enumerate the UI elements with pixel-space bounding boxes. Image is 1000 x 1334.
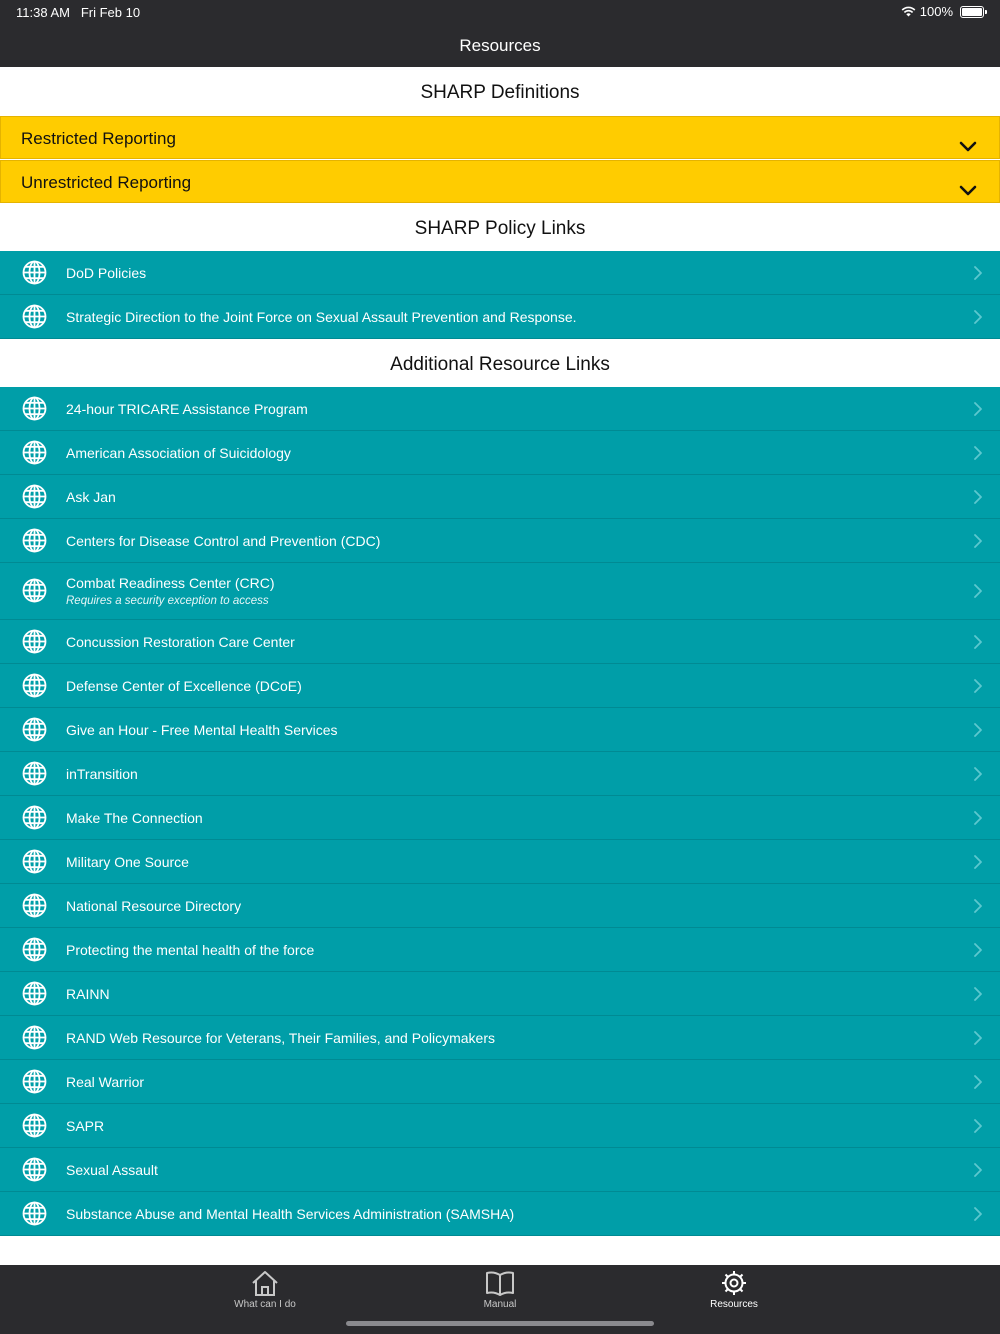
chevron-right-icon xyxy=(974,767,982,781)
chevron-down-icon[interactable] xyxy=(959,173,977,191)
resource-link-label: Strategic Direction to the Joint Force on Sexual Assault Prevention and Response. xyxy=(66,309,577,325)
chevron-right-icon xyxy=(974,723,982,737)
chevron-right-icon xyxy=(974,855,982,869)
tab-resources[interactable] xyxy=(674,1269,794,1310)
resource-link-label: RAND Web Resource for Veterans, Their Families, and Policymakers xyxy=(66,1030,495,1046)
resource-link-row[interactable] xyxy=(0,475,1000,519)
chevron-right-icon xyxy=(974,266,982,280)
status-right xyxy=(901,4,984,19)
resource-link-label: Combat Readiness Center (CRC) xyxy=(66,575,275,591)
globe-icon xyxy=(22,981,47,1006)
resource-link-row[interactable] xyxy=(0,708,1000,752)
globe-icon xyxy=(22,260,47,285)
tab-what-can-i-do[interactable] xyxy=(205,1269,325,1310)
gear-icon xyxy=(719,1269,749,1297)
resources-list[interactable] xyxy=(0,67,1000,1265)
tab-label: Manual xyxy=(483,1299,517,1310)
wifi-icon xyxy=(901,6,916,17)
chevron-right-icon xyxy=(974,1207,982,1221)
accordion-label: Unrestricted Reporting xyxy=(21,173,192,192)
resource-link-label: Give an Hour - Free Mental Health Services xyxy=(66,722,338,738)
resource-link-row[interactable] xyxy=(0,1104,1000,1148)
resource-link-label: DoD Policies xyxy=(66,265,147,281)
globe-icon xyxy=(22,893,47,918)
resource-link-label: Defense Center of Excellence (DCoE) xyxy=(66,678,302,694)
accordion-restricted-reporting[interactable] xyxy=(0,116,1000,159)
resource-link-row[interactable] xyxy=(0,563,1000,620)
resource-link-label: SAPR xyxy=(66,1118,105,1134)
resource-link-label: Make The Connection xyxy=(66,810,203,826)
chevron-right-icon xyxy=(974,811,982,825)
resource-link-row[interactable] xyxy=(0,840,1000,884)
resource-link-label: Protecting the mental health of the force xyxy=(66,942,315,958)
resource-link-label: RAINN xyxy=(66,986,110,1002)
resource-link-row[interactable] xyxy=(0,664,1000,708)
resource-link-label: Ask Jan xyxy=(66,489,116,505)
globe-icon xyxy=(22,578,47,603)
resource-link-row[interactable] xyxy=(0,387,1000,431)
chevron-right-icon xyxy=(974,1075,982,1089)
nav-title: Resources xyxy=(0,24,1000,67)
tab-label: What can I do xyxy=(234,1299,296,1310)
tab-bar xyxy=(0,1265,1000,1334)
chevron-right-icon xyxy=(974,899,982,913)
globe-icon xyxy=(22,396,47,421)
section-title-additional: Additional Resource Links xyxy=(0,339,1000,387)
section-title-policy-links: SHARP Policy Links xyxy=(0,203,1000,251)
resource-link-row[interactable] xyxy=(0,928,1000,972)
resource-link-label: Centers for Disease Control and Prevention (CDC) xyxy=(66,533,381,549)
resource-link-label: Military One Source xyxy=(66,854,189,870)
tab-label: Resources xyxy=(710,1299,758,1310)
globe-icon xyxy=(22,805,47,830)
globe-icon xyxy=(22,1201,47,1226)
chevron-right-icon xyxy=(974,679,982,693)
resource-link-note: Requires a security exception to access xyxy=(66,595,269,607)
resource-link-row[interactable] xyxy=(0,1016,1000,1060)
chevron-right-icon xyxy=(974,584,982,598)
globe-icon xyxy=(22,849,47,874)
resource-link-label: inTransition xyxy=(66,766,138,782)
resource-link-row[interactable] xyxy=(0,431,1000,475)
resource-link-label: 24-hour TRICARE Assistance Program xyxy=(66,401,308,417)
globe-icon xyxy=(22,717,47,742)
tab-manual[interactable] xyxy=(440,1269,560,1310)
resource-link-label: Substance Abuse and Mental Health Services Administration (SAMSHA) xyxy=(66,1206,515,1222)
chevron-right-icon xyxy=(974,635,982,649)
home-icon xyxy=(250,1269,280,1297)
section-title-definitions: SHARP Definitions xyxy=(0,67,1000,115)
globe-icon xyxy=(22,304,47,329)
chevron-right-icon xyxy=(974,402,982,416)
chevron-right-icon xyxy=(974,534,982,548)
book-icon xyxy=(485,1269,515,1297)
globe-icon xyxy=(22,1069,47,1094)
chevron-down-icon[interactable] xyxy=(959,129,977,147)
resource-link-row[interactable] xyxy=(0,1148,1000,1192)
resource-link-label: Sexual Assault xyxy=(66,1162,158,1178)
battery-icon xyxy=(960,6,984,18)
resource-link-row[interactable] xyxy=(0,620,1000,664)
resource-link-label: American Association of Suicidology xyxy=(66,445,291,461)
chevron-right-icon xyxy=(974,446,982,460)
resource-link-label: Concussion Restoration Care Center xyxy=(66,634,295,650)
resource-link-row[interactable] xyxy=(0,752,1000,796)
globe-icon xyxy=(22,1157,47,1182)
chevron-right-icon xyxy=(974,1031,982,1045)
chevron-right-icon xyxy=(974,310,982,324)
globe-icon xyxy=(22,528,47,553)
resource-link-label: Real Warrior xyxy=(66,1074,145,1090)
status-time: 11:38 AM Fri Feb 10 xyxy=(16,5,141,20)
accordion-unrestricted-reporting[interactable] xyxy=(0,160,1000,203)
resource-link-label: National Resource Directory xyxy=(66,898,242,914)
chevron-right-icon xyxy=(974,943,982,957)
globe-icon xyxy=(22,1113,47,1138)
chevron-right-icon xyxy=(974,987,982,1001)
chevron-right-icon xyxy=(974,490,982,504)
globe-icon xyxy=(22,484,47,509)
globe-icon xyxy=(22,629,47,654)
resource-link-row[interactable] xyxy=(0,1192,1000,1236)
accordion-label: Restricted Reporting xyxy=(21,129,176,148)
home-indicator xyxy=(346,1321,654,1326)
resource-link-row[interactable] xyxy=(0,251,1000,295)
chevron-right-icon xyxy=(974,1119,982,1133)
resource-link-row[interactable] xyxy=(0,1060,1000,1104)
resource-link-row[interactable] xyxy=(0,519,1000,563)
globe-icon xyxy=(22,761,47,786)
resource-link-row[interactable] xyxy=(0,972,1000,1016)
globe-icon xyxy=(22,673,47,698)
resource-link-row[interactable] xyxy=(0,884,1000,928)
globe-icon xyxy=(22,1025,47,1050)
globe-icon xyxy=(22,440,47,465)
battery-percent: 100% xyxy=(919,4,953,19)
status-bar xyxy=(0,0,1000,24)
resource-link-row[interactable] xyxy=(0,796,1000,840)
globe-icon xyxy=(22,937,47,962)
resource-link-row[interactable] xyxy=(0,295,1000,339)
chevron-right-icon xyxy=(974,1163,982,1177)
